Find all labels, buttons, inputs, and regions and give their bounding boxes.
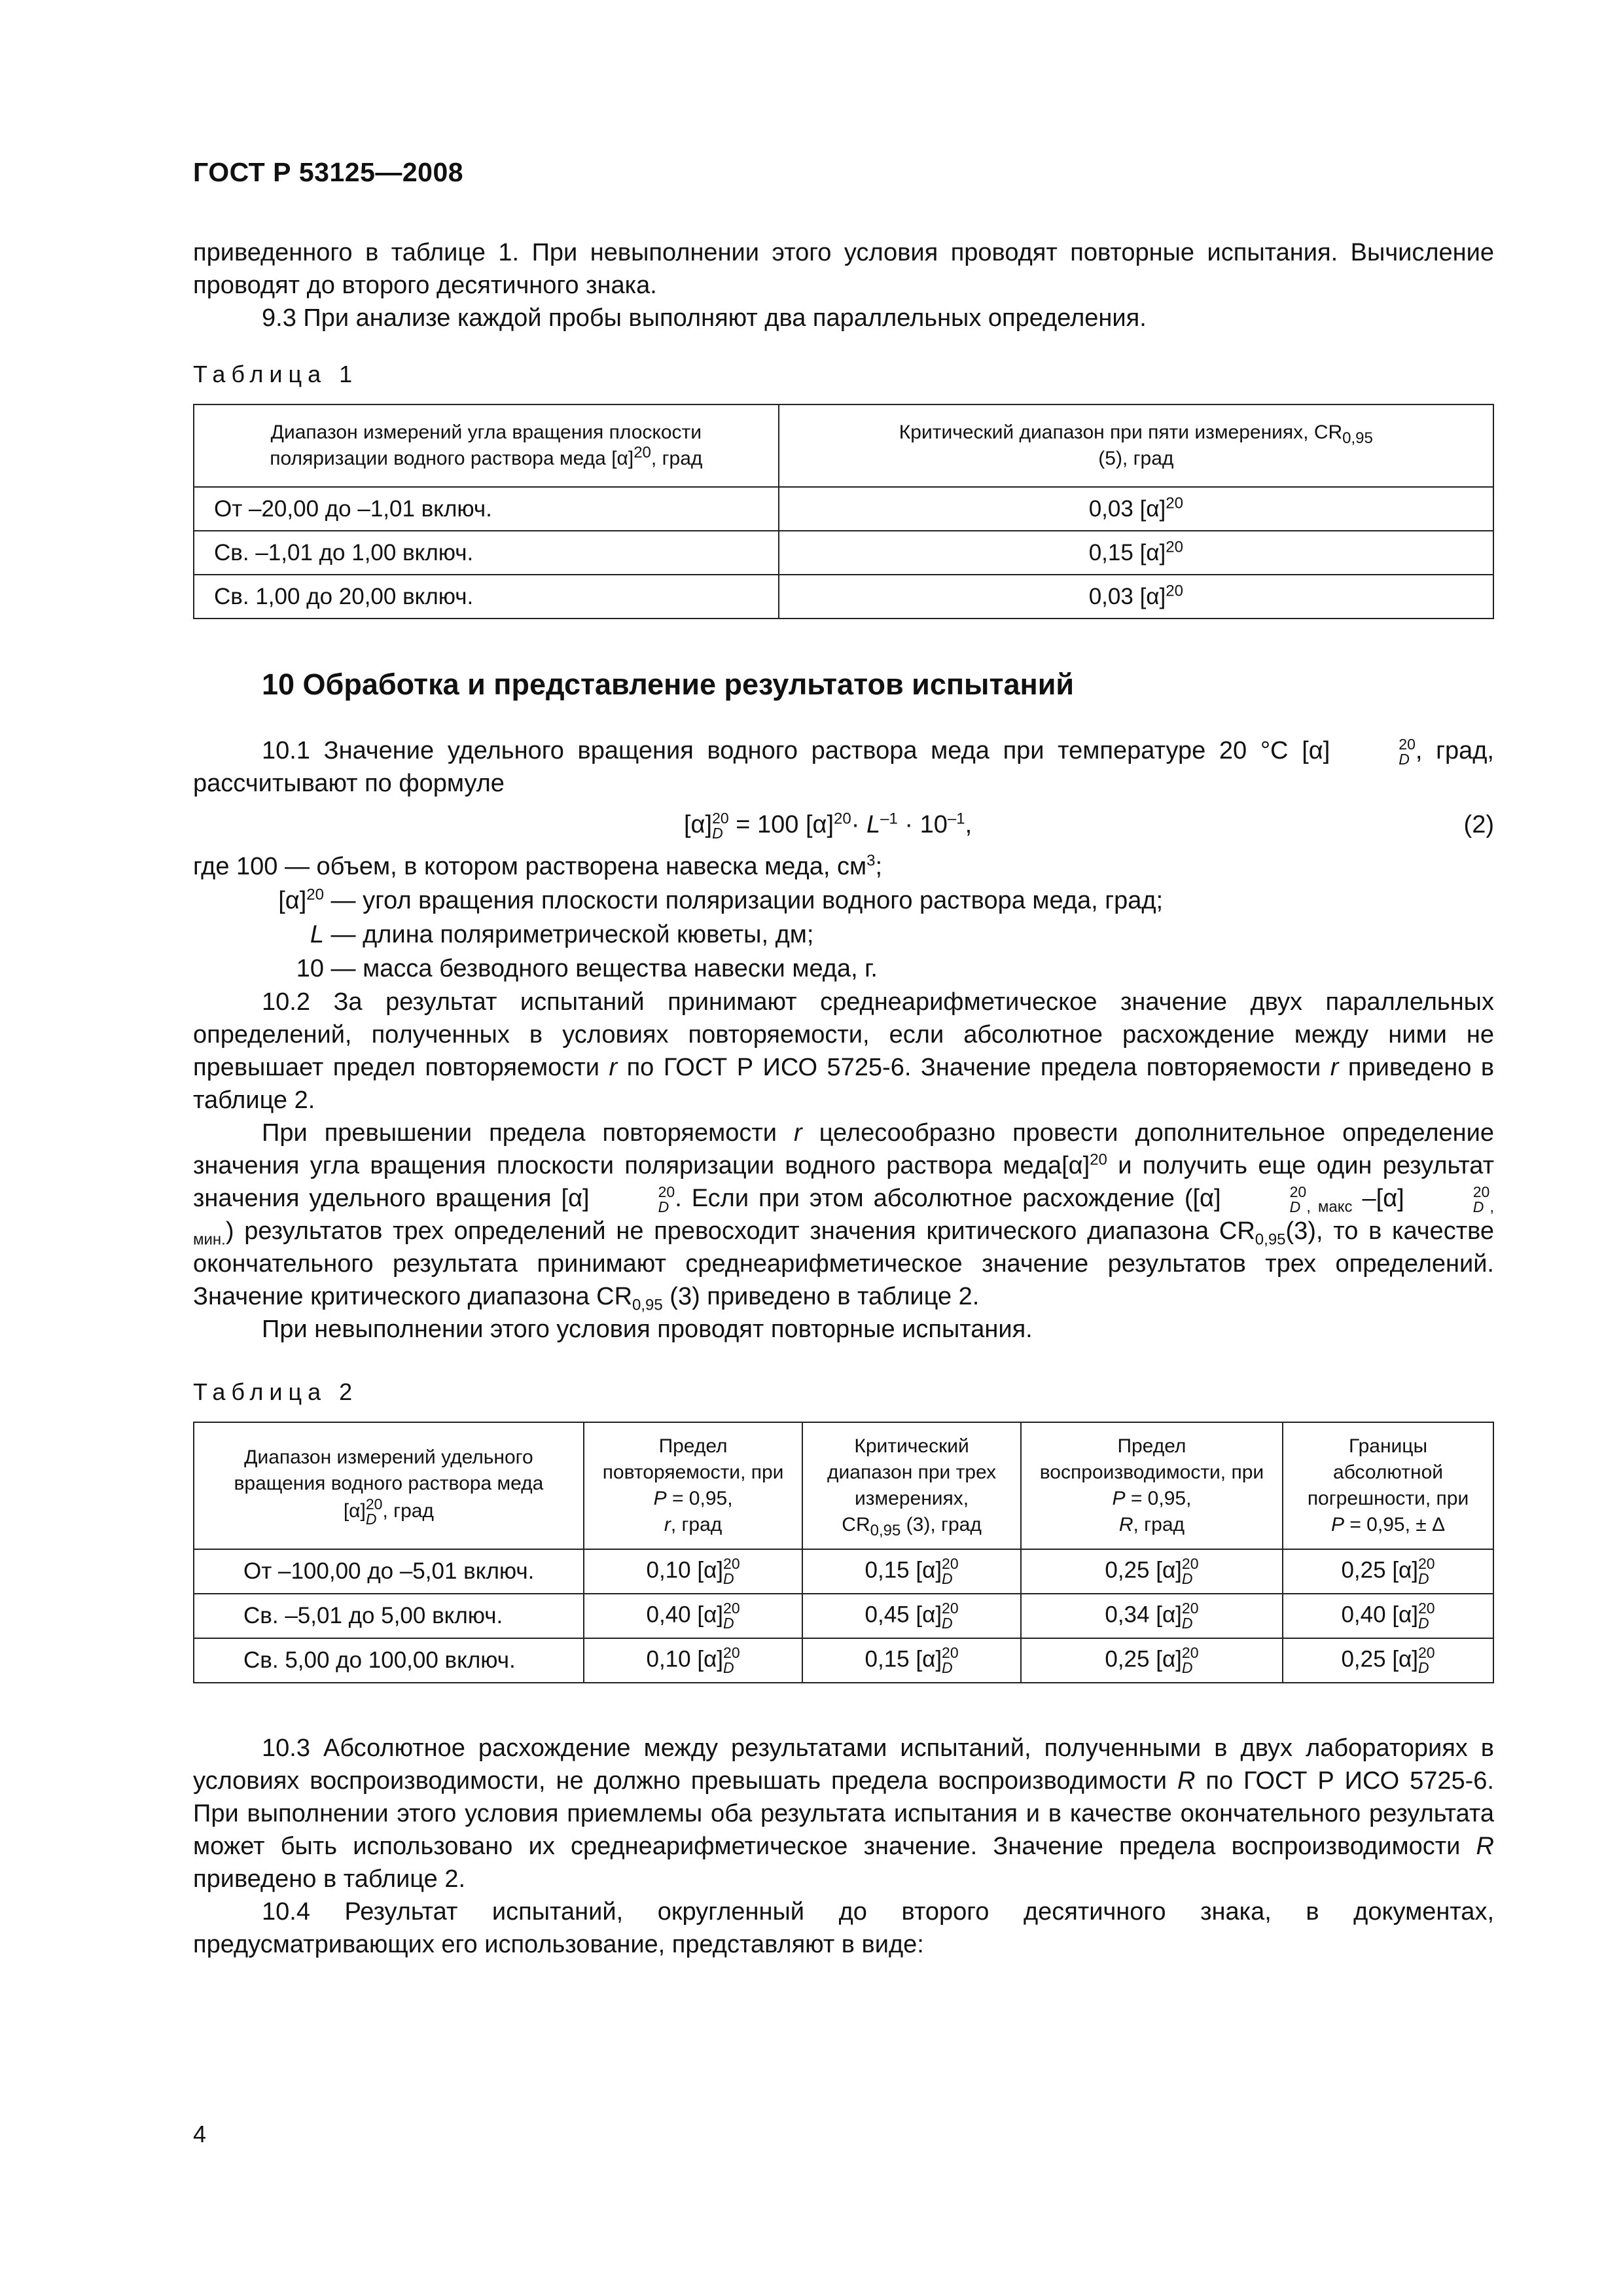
legend-item: где 100 — объем, в котором растворена навеска меда, $см^3$;: [193, 852, 883, 880]
clause-10-4: 10.4 Результат испытаний, округленный до второго десятичного знака, в документах, предусматривающих его использование, представляют в виде:: [193, 1898, 1494, 1958]
legend-item: 10 — масса безводного вещества навески меда, г.: [296, 955, 878, 982]
table2-r-cell: 0,10 [α] 20 D: [584, 1549, 803, 1594]
table2-R-cell: 0,25 [α] 20 D: [1021, 1549, 1283, 1594]
table2-header-repeatability: Предел повторяемости, при P = 0,95, r, град: [584, 1422, 803, 1549]
table2-header-reproducibility: Предел воспроизводимости, при P = 0,95, R, град: [1021, 1422, 1283, 1549]
table2-header-critical: Критический диапазон при трех измерениях, $CR_{0,95}$ (3), град: [802, 1422, 1020, 1549]
table2-R-cell: 0,25 [α] 20 D: [1021, 1638, 1283, 1683]
table-row: [194, 1638, 1493, 1683]
formula-number: (2): [1463, 811, 1494, 838]
table1-caption: Таблица 1: [193, 361, 359, 387]
table-1: [193, 404, 1494, 619]
legend-item: L — длина поляриметрической кюветы, дм;: [310, 921, 814, 948]
clause-10-3: 10.3 Абсолютное расхождение между результатами испытаний, полученными в двух лабораториях в условиях воспроизводимости, не должно превышать предела воспроизводимости R по ГОСТ Р ИСО 5725-6. При выполнении этого условия приемлемы оба результата испытания и в качестве окончательного результата может быть использовано их среднеарифметическое значение. Значение предела воспроизводимости R приведено в таблице 2.: [193, 1734, 1494, 1893]
clause-9-3: 9.3 При анализе каждой пробы выполняют два параллельных определения.: [262, 304, 1147, 332]
table-2: [193, 1422, 1494, 1683]
table2-r-cell: 0,10 [α] 20 D: [584, 1638, 803, 1683]
legend-item: $[\alpha]^{20}$ — угол вращения плоскости поляризации водного раствора меда, град;: [278, 886, 1164, 914]
document-code: ГОСТ Р 53125—2008: [193, 157, 464, 187]
table1-value-cell: 0,03 $[\alpha]^{20}$: [779, 575, 1493, 619]
table1-range-cell: Св. –1,01 до 1,00 включ.: [194, 531, 779, 575]
table-row: [194, 1594, 1493, 1638]
table-row: [194, 1549, 1493, 1594]
table2-delta-cell: 0,25 [α] 20 D: [1283, 1638, 1493, 1683]
table2-range-cell: Св. 5,00 до 100,00 включ.: [194, 1638, 584, 1683]
table1-header-row: [194, 404, 1493, 487]
table2-R-cell: 0,34 [α] 20 D: [1021, 1594, 1283, 1638]
table1-header-critical: Критический диапазон при пяти измерениях, $CR_{0,95}$ (5), град: [779, 404, 1493, 487]
table2-cr-cell: 0,15 [α] 20 D: [802, 1638, 1020, 1683]
table-row: [194, 575, 1493, 619]
table2-range-cell: Св. –5,01 до 5,00 включ.: [194, 1594, 584, 1638]
table1-range-cell: От –20,00 до –1,01 включ.: [194, 487, 779, 531]
table1-header-range: Диапазон измерений угла вращения плоскости поляризации водного раствора меда $[\alpha]^{20}$, град: [194, 404, 779, 487]
table1-range-cell: Св. 1,00 до 20,00 включ.: [194, 575, 779, 619]
clause-10-2-continued: При превышении предела повторяемости r целесообразно провести дополнительное определение значения угла вращения плоскости поляризации водного раствора $меда[\alpha]^{20}$ и получить еще один результат значения удельного вращения [α] 20 D . Если при этом абсолютное расхождение ([α] 20 D $_{, макс}$ –[α] 20 D $_{, мин.}$) результатов трех определений не превосходит значения критического диапазона $CR_{0,95}(3)$, то в качестве окончательного результата принимают среднеарифметическое значение результатов трех определений. Значение критического диапазона $CR_{0,95}$ (3) приведено в таблице 2.: [193, 1119, 1494, 1314]
formula-row: [193, 800, 1494, 850]
table-row: [194, 531, 1493, 575]
clause-10-2: 10.2 За результат испытаний принимают среднеарифметическое значение двух параллельных определений, полученных в условиях повторяемости, если абсолютное расхождение между ними не превышает предел повторяемости r по ГОСТ Р ИСО 5725-6. Значение предела повторяемости r приведено в таблице 2.: [193, 988, 1495, 1114]
formula-2: [α] 20 D = 100 $[\alpha]^{20}\cdot L^{-1} \cdot 10^{-1}$,: [684, 809, 972, 842]
document-page: [193, 157, 1494, 1961]
table1-value-cell: 0,15 $[\alpha]^{20}$: [779, 531, 1493, 575]
intro-paragraph: приведенного в таблице 1. При невыполнении этого условия проводят повторные испытания. Вычисление проводят до второго десятичного знака.: [193, 239, 1494, 299]
table2-cr-cell: 0,15 [α] 20 D: [802, 1549, 1020, 1594]
table2-header-error: Границы абсолютной погрешности, при P = 0,95, ± Δ: [1283, 1422, 1493, 1549]
page-number: 4: [193, 2121, 207, 2147]
table2-header-row: [194, 1422, 1493, 1549]
formula-legend: [193, 850, 1494, 986]
table2-r-cell: 0,40 [α] 20 D: [584, 1594, 803, 1638]
table2-cr-cell: 0,45 [α] 20 D: [802, 1594, 1020, 1638]
table2-caption: Таблица 2: [193, 1378, 359, 1405]
clause-10-2-final: При невыполнении этого условия проводят повторные испытания.: [262, 1316, 1033, 1343]
table2-delta-cell: 0,25 [α] 20 D: [1283, 1549, 1493, 1594]
table2-header-range: Диапазон измерений удельного вращения водного раствора меда [α] 20 D , град: [194, 1422, 584, 1549]
table1-value-cell: 0,03 $[\alpha]^{20}$: [779, 487, 1493, 531]
table2-range-cell: От –100,00 до –5,01 включ.: [194, 1549, 584, 1594]
table2-delta-cell: 0,40 [α] 20 D: [1283, 1594, 1493, 1638]
section-10-title: 10 Обработка и представление результатов испытаний: [262, 668, 1075, 701]
table-row: [194, 487, 1493, 531]
clause-10-1: 10.1 Значение удельного вращения водного раствора меда при температуре 20 °С [α] 20 D , град, рассчитывают по формуле: [193, 735, 1494, 797]
